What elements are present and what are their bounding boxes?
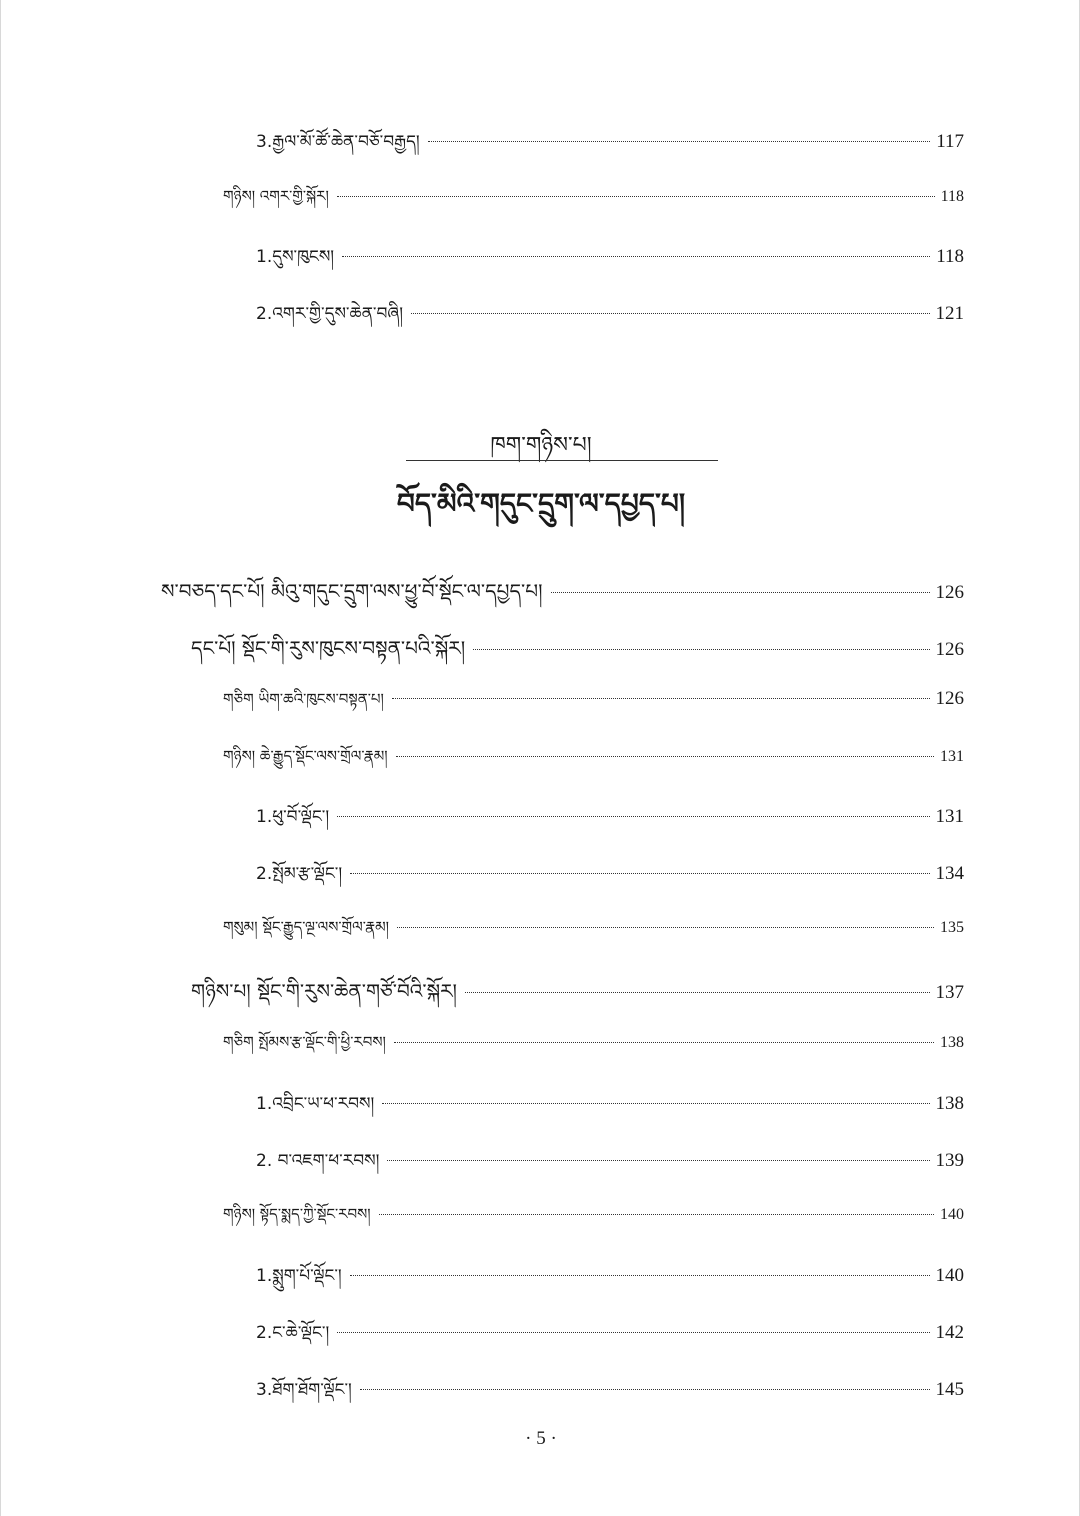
toc-entry[interactable]	[256, 1256, 964, 1286]
toc-entry-page: 126	[935, 688, 964, 709]
toc-entry-page: 145	[935, 1379, 964, 1400]
dot-leader	[342, 256, 930, 257]
toc-entry-label: གཉིས། ཆེ་རྒྱུད་སྡོང་ལས་གྲོལ་རྣམ།	[223, 747, 388, 765]
dot-leader	[411, 313, 929, 314]
toc-entry-label: གཅིག ཡིག་ཆའི་ཁུངས་བསྟན་པ།	[223, 690, 384, 708]
toc-entry-page: 131	[935, 806, 964, 827]
dot-leader	[392, 698, 930, 699]
dot-leader	[360, 1389, 930, 1390]
toc-entry-label: གཉིས། སྟོད་སྨད་ཀྱི་སྡོང་རབས།	[223, 1205, 371, 1223]
toc-entry-page: 140	[935, 1265, 964, 1286]
dot-leader	[397, 927, 934, 928]
toc-entry[interactable]	[223, 683, 964, 713]
dot-leader	[337, 1332, 929, 1333]
dot-leader	[350, 873, 929, 874]
toc-entry-label: གསུམ། སྡོང་རྒྱུད་ལྔ་ལས་གྲོལ་རྣམ།	[223, 918, 389, 936]
toc-entry[interactable]	[161, 569, 964, 603]
toc-entry-label: 3.ཐོག་ཐོག་ལྡོང་།	[256, 1380, 352, 1400]
dot-leader	[394, 1042, 934, 1043]
toc-entry-label: 1.འབྲིང་ཡ་ཕ་རབས།	[256, 1094, 375, 1114]
toc-entry[interactable]	[223, 740, 964, 770]
part-heading: ཁག་གཉིས་པ།	[490, 433, 592, 458]
toc-entry-label: 3.རྒྱལ་མོ་ཚོ་ཆེན་བཅོ་བརྒྱད།	[256, 132, 420, 152]
page-number: · 5 ·	[525, 1428, 557, 1449]
dot-leader	[473, 649, 929, 650]
toc-entry[interactable]	[223, 1026, 964, 1056]
toc-entry-page: 121	[935, 303, 964, 324]
toc-entry[interactable]	[256, 294, 964, 324]
toc-entry[interactable]	[256, 1370, 964, 1400]
toc-entry-page: 139	[935, 1150, 964, 1171]
toc-entry[interactable]	[191, 626, 964, 660]
toc-entry[interactable]	[223, 180, 964, 210]
toc-entry-label: 1.དུས་ཁུངས།	[256, 247, 335, 267]
toc-entry-page: 126	[935, 639, 964, 660]
toc-entry-page: 131	[940, 748, 964, 765]
toc-entry-page: 126	[935, 582, 964, 603]
toc-entry-label: གཉིས། འགར་གྱི་སྐོར།	[223, 187, 329, 205]
toc-entry[interactable]	[256, 122, 964, 152]
toc-entry-page: 134	[935, 863, 964, 884]
toc-entry-page: 118	[936, 246, 964, 267]
toc-entry-label: གཉིས་པ། སྡོང་གི་རུས་ཆེན་གཙོ་བོའི་སྐོར།	[191, 979, 457, 1003]
toc-entry-page: 140	[940, 1206, 964, 1223]
dot-leader	[387, 1160, 929, 1161]
toc-entry-label: 1.སྨུག་པོ་ལྡོང་།	[256, 1266, 342, 1286]
toc-entry-page: 142	[935, 1322, 964, 1343]
toc-entry[interactable]	[223, 1198, 964, 1228]
dot-leader	[465, 992, 930, 993]
toc-entry-label: 1.ཕུ་བོ་ལྡོང་།	[256, 807, 330, 827]
toc-entry-page: 135	[940, 919, 964, 936]
toc-entry[interactable]	[191, 969, 964, 1003]
toc-entry-page: 118	[940, 188, 964, 205]
toc-entry[interactable]	[256, 854, 964, 884]
dot-leader	[382, 1103, 929, 1104]
toc-entry-page: 138	[935, 1093, 964, 1114]
dot-leader	[551, 592, 930, 593]
toc-entry-label: 2. བ་འཇག་ཕ་རབས།	[256, 1151, 380, 1171]
toc-entry[interactable]	[256, 797, 964, 827]
toc-entry[interactable]	[256, 1084, 964, 1114]
dot-leader	[379, 1214, 934, 1215]
toc-entry-page: 117	[936, 131, 964, 152]
toc-entry-label: གཅིག སྤོམས་རྩ་ལྡོང་གི་ཕྱི་རབས།	[223, 1033, 386, 1051]
toc-entry-label: ས་བཅད་དང་པོ། མིའུ་གདུང་དྲུག་ལས་ཕྱུ་བོ་སྡོང་ལ་དཔྱད་པ།	[161, 579, 543, 603]
dot-leader	[350, 1275, 930, 1276]
part-title: བོད་མིའི་གདུང་དྲུག་ལ་དཔྱད་པ།	[396, 487, 686, 520]
toc-entry[interactable]	[256, 237, 964, 267]
dot-leader	[428, 141, 930, 142]
toc-entry-label: 2.འགར་གྱི་དུས་ཆེན་བཞི།	[256, 304, 404, 324]
toc-entry-label: དང་པོ། སྡོང་གི་རུས་ཁུངས་བསྟན་པའི་སྐོར།	[191, 636, 466, 660]
dot-leader	[337, 816, 929, 817]
toc-entry-label: 2.སྤོམ་རྩ་ལྡོང་།	[256, 864, 343, 884]
heading-divider	[406, 460, 718, 461]
toc-entry-label: 2.ང་ཆེ་ལྡོང་།	[256, 1323, 330, 1343]
toc-entry[interactable]	[256, 1141, 964, 1171]
toc-entry[interactable]	[256, 1313, 964, 1343]
toc-entry-page: 137	[935, 982, 964, 1003]
dot-leader	[396, 756, 934, 757]
dot-leader	[337, 196, 935, 197]
toc-entry-page: 138	[940, 1034, 964, 1051]
toc-entry[interactable]	[223, 911, 964, 941]
